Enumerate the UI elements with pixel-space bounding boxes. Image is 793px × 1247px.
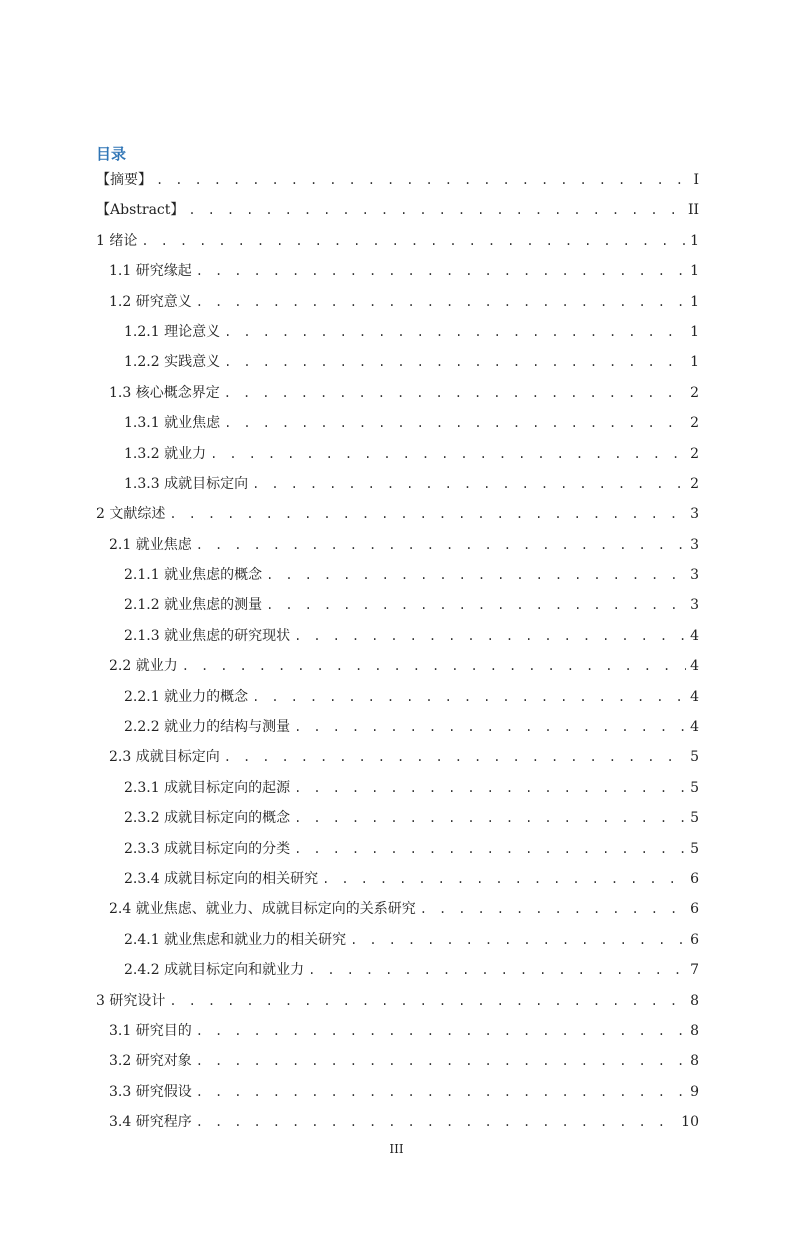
toc-entry-page-number: 6 [690,870,699,887]
toc-entry-label: 2.1.3 就业焦虑的研究现状 [124,627,291,644]
toc-entry-label: 1.2.2 实践意义 [124,354,221,371]
dot-leader [252,472,686,496]
dot-leader [224,350,686,374]
dot-leader [196,259,686,283]
toc-entry-page-number: 2 [690,445,699,462]
toc-entry[interactable] [96,290,699,320]
toc-entry-label: 2.4.2 成就目标定向和就业力 [124,962,305,979]
toc-entry-page-number: 2 [690,475,699,492]
dot-leader [420,897,686,921]
toc-entry[interactable] [96,624,699,654]
toc-entry[interactable] [96,593,699,623]
toc-entry-label: 2 文献综述 [96,506,166,523]
toc-entry-page-number: 1 [690,232,699,249]
toc-entry[interactable] [96,1110,699,1140]
toc-entry-label: 2.2 就业力 [109,658,178,675]
toc-entry-page-number: 8 [690,1053,699,1070]
dot-leader [182,654,686,678]
toc-entry-label: 1.3.2 就业力 [124,445,207,462]
toc-entry-page-number: 8 [690,1022,699,1039]
toc-entry-page-number: 4 [690,627,699,644]
toc-entry-label: 3.1 研究目的 [109,1022,192,1039]
toc-entry-page-number: 5 [690,749,699,766]
toc-entry-label: 2.3.2 成就目标定向的概念 [124,810,291,827]
toc-entry-label: 1 绪论 [96,232,138,249]
toc-entry[interactable] [96,472,699,502]
dot-leader [224,381,686,405]
toc-entry-page-number: 3 [690,506,699,523]
toc-entry[interactable] [96,502,699,532]
dot-leader [224,320,686,344]
toc-entry-label: 【Abstract】 [96,202,185,219]
dot-leader [169,989,686,1013]
toc-entry[interactable] [96,229,699,259]
toc-entry[interactable] [96,654,699,684]
dot-leader [188,198,684,222]
dot-leader [141,229,686,253]
dot-leader [224,745,686,769]
toc-entry[interactable] [96,198,699,228]
toc-entry-label: 3.4 研究程序 [109,1114,192,1131]
toc-entry-label: 3 研究设计 [96,992,166,1009]
toc-entry[interactable] [96,259,699,289]
toc-entry[interactable] [96,1080,699,1110]
toc-entry[interactable] [96,715,699,745]
toc-entry-page-number: 1 [690,354,699,371]
toc-entry-label: 2.1.2 就业焦虑的测量 [124,597,263,614]
dot-leader [224,411,686,435]
toc-entry-label: 2.1.1 就业焦虑的概念 [124,567,263,584]
toc-entry-label: 1.3 核心概念界定 [109,384,220,401]
dot-leader [266,593,686,617]
dot-leader [294,624,686,648]
toc-entry-page-number: 6 [690,901,699,918]
toc-entry-label: 1.1 研究缘起 [109,263,192,280]
toc-entry-label: 2.1 就业焦虑 [109,536,192,553]
dot-leader [196,290,686,314]
toc-entry[interactable] [96,442,699,472]
toc-entry-label: 1.3.3 成就目标定向 [124,475,249,492]
toc-entry-label: 【摘要】 [96,172,152,188]
toc-entry[interactable] [96,168,699,198]
toc-entry-label: 2.3.4 成就目标定向的相关研究 [124,870,319,887]
toc-entry-page-number: 7 [690,962,699,979]
dot-leader [294,806,686,830]
toc-entry[interactable] [96,350,699,380]
dot-leader [210,442,686,466]
dot-leader [308,958,686,982]
toc-entry[interactable] [96,958,699,988]
toc-entry-page-number: 3 [690,536,699,553]
dot-leader [294,837,686,861]
toc-entry[interactable] [96,1049,699,1079]
toc-entry-page-number: 9 [690,1083,699,1100]
toc-entry[interactable] [96,837,699,867]
toc-entry[interactable] [96,320,699,350]
toc-entry[interactable] [96,563,699,593]
toc-entry[interactable] [96,897,699,927]
table-of-contents [96,168,699,1141]
toc-entry-page-number: 4 [690,719,699,736]
toc-entry-label: 1.3.1 就业焦虑 [124,415,221,432]
toc-entry-label: 3.3 研究假设 [109,1083,192,1100]
toc-entry-page-number: 8 [690,992,699,1009]
toc-entry-label: 2.4.1 就业焦虑和就业力的相关研究 [124,931,347,948]
dot-leader [196,1080,686,1104]
toc-entry-page-number: 1 [690,263,699,280]
toc-entry-page-number: 10 [681,1114,699,1131]
dot-leader [294,715,686,739]
toc-entry-label: 1.2 研究意义 [109,293,192,310]
toc-entry[interactable] [96,745,699,775]
toc-title: 目录 [96,145,127,163]
toc-entry[interactable] [96,685,699,715]
toc-entry-label: 2.4 就业焦虑、就业力、成就目标定向的关系研究 [109,901,416,918]
page-number: III [389,1142,404,1156]
toc-entry-page-number: 5 [690,779,699,796]
toc-entry[interactable] [96,533,699,563]
toc-entry-page-number: 2 [690,415,699,432]
toc-entry[interactable] [96,1019,699,1049]
dot-leader [294,776,686,800]
toc-entry-label: 3.2 研究对象 [109,1053,192,1070]
toc-entry-page-number: 6 [690,931,699,948]
toc-entry-page-number: 2 [690,384,699,401]
toc-entry[interactable] [96,806,699,836]
toc-entry[interactable] [96,381,699,411]
toc-entry-page-number: 4 [690,688,699,705]
toc-entry-label: 1.2.1 理论意义 [124,323,221,340]
dot-leader [169,502,686,526]
dot-leader [350,928,686,952]
toc-entry-label: 2.3 成就目标定向 [109,749,220,766]
toc-entry-page-number: 3 [690,567,699,584]
dot-leader [322,867,686,891]
dot-leader [156,168,689,192]
toc-entry[interactable] [96,928,699,958]
toc-entry-page-number: 5 [690,840,699,857]
toc-entry-label: 2.3.1 成就目标定向的起源 [124,779,291,796]
dot-leader [252,685,686,709]
toc-entry-label: 2.2.1 就业力的概念 [124,688,249,705]
dot-leader [266,563,686,587]
dot-leader [196,1049,686,1073]
toc-entry-page-number: 4 [690,658,699,675]
toc-entry-label: 2.3.3 成就目标定向的分类 [124,840,291,857]
dot-leader [196,1110,677,1134]
toc-entry-page-number: 1 [690,323,699,340]
toc-entry-label: 2.2.2 就业力的结构与测量 [124,719,291,736]
toc-entry[interactable] [96,867,699,897]
toc-entry-page-number: II [687,202,699,219]
toc-entry[interactable] [96,411,699,441]
dot-leader [196,1019,686,1043]
toc-entry[interactable] [96,776,699,806]
toc-entry[interactable] [96,989,699,1019]
toc-entry-page-number: I [693,172,699,188]
toc-entry-page-number: 5 [690,810,699,827]
toc-entry-page-number: 1 [690,293,699,310]
toc-entry-page-number: 3 [690,597,699,614]
dot-leader [196,533,686,557]
